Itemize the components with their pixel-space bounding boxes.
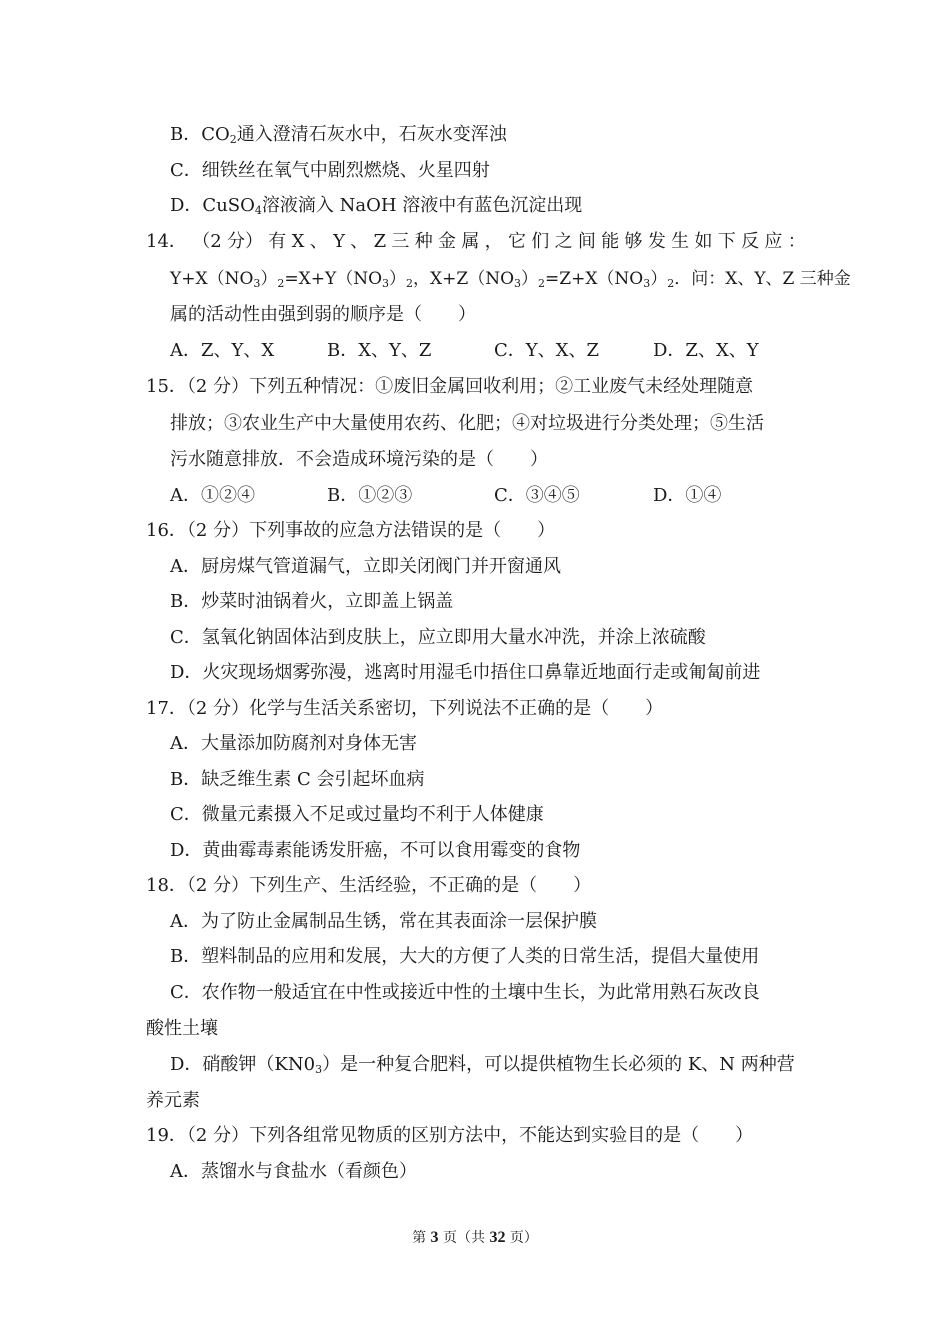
q16-stem: 16．（2 分）下列事故的应急方法错误的是（ ） xyxy=(146,520,556,541)
q15-stem-line1: 15．（2 分）下列五种情况：①废旧金属回收利用；②工业废气未经处理随意 xyxy=(146,376,754,397)
q16-option-a: A．厨房煤气管道漏气，立即关闭阀门并开窗通风 xyxy=(170,556,561,577)
q13-option-c: C．细铁丝在氧气中剧烈燃烧、火星四射 xyxy=(170,160,490,181)
current-page-number: 3 xyxy=(430,1229,439,1246)
q15-option-c: C．③④⑤ xyxy=(494,485,580,506)
q18-option-d-line1: D．硝酸钾$(KN0_3)$是一种复合肥料，可以提供植物生长必须的 K、N 两种营 xyxy=(170,1054,795,1076)
q16-option-c: C．氢氧化钠固体沾到皮肤上，应立即用大量水冲洗，并涂上浓硫酸 xyxy=(170,627,706,648)
q13-option-b: B．$CO_2$通入澄清石灰水中，石灰水变浑浊 xyxy=(170,124,507,146)
q14-stem-line1: 14． （2 分） 有 X 、 Y 、 Z 三 种 金 属 ， 它 们 之 间 能 够 发 生 如 下 反 应 ： xyxy=(146,231,806,252)
q18-option-b: B．塑料制品的应用和发展，大大的方便了人类的日常生活，提倡大量使用 xyxy=(170,946,760,967)
q15-stem-line2: 排放；③农业生产中大量使用农药、化肥；④对垃圾进行分类处理；⑤生活 xyxy=(170,413,764,434)
q14-option-c: C．Y、X、Z xyxy=(494,340,599,361)
q15-option-a: A．①②④ xyxy=(170,485,255,506)
q18-option-d-line2: 养元素 xyxy=(146,1090,200,1111)
q18-option-a: A．为了防止金属制品生锈，常在其表面涂一层保护膜 xyxy=(170,911,597,932)
total-pages: 32 xyxy=(489,1229,506,1246)
q17-option-b: B．缺乏维生素 C 会引起坏血病 xyxy=(170,769,425,790)
q17-stem: 17．（2 分）化学与生活关系密切，下列说法不正确的是（ ） xyxy=(146,698,664,719)
q13-option-d: D．CuSO$_4$溶液滴入 NaOH 溶液中有蓝色沉淀出现 xyxy=(170,195,583,217)
q18-option-c-line1: C．农作物一般适宜在中性或接近中性的土壤中生长，为此常用熟石灰改良 xyxy=(170,982,760,1003)
q16-option-d: D．火灾现场烟雾弥漫，逃离时用湿毛巾捂住口鼻靠近地面行走或匍匐前进 xyxy=(170,662,761,683)
q15-stem-line3: 污水随意排放．不会造成环境污染的是（ ） xyxy=(170,449,548,470)
q17-option-d: D．黄曲霉毒素能诱发肝癌，不可以食用霉变的食物 xyxy=(170,840,581,861)
q14-option-b: B．X、Y、Z xyxy=(327,340,432,361)
q14-option-a: A．Z、Y、X xyxy=(170,340,275,361)
q14-option-d: D．Z、X、Y xyxy=(653,340,759,361)
page-footer: 第 3 页（共 32 页） xyxy=(412,1229,538,1246)
q15-option-b: B．①②③ xyxy=(327,485,413,506)
q18-option-c-line2: 酸性土壤 xyxy=(146,1018,218,1039)
q19-stem: 19．（2 分）下列各组常见物质的区别方法中，不能达到实验目的是（ ） xyxy=(146,1125,754,1146)
q19-option-a: A．蒸馏水与食盐水（看颜色） xyxy=(170,1161,417,1182)
q17-option-c: C．微量元素摄入不足或过量均不利于人体健康 xyxy=(170,804,544,825)
q14-stem-line3: 属的活动性由强到弱的顺序是（ ） xyxy=(170,304,476,325)
q18-stem: 18．（2 分）下列生产、生活经验，不正确的是（ ） xyxy=(146,875,592,896)
q14-equation-line: $Y+X(NO_3)_2=X+Y(NO_3)_2$，$X+Z(NO_3)_2=Z+X(NO_3)_2$．问：X、Y、Z 三种金 xyxy=(170,269,851,290)
q16-option-b: B．炒菜时油锅着火，立即盖上锅盖 xyxy=(170,591,454,612)
q17-option-a: A．大量添加防腐剂对身体无害 xyxy=(170,733,417,754)
q15-option-d: D．①④ xyxy=(653,485,722,506)
